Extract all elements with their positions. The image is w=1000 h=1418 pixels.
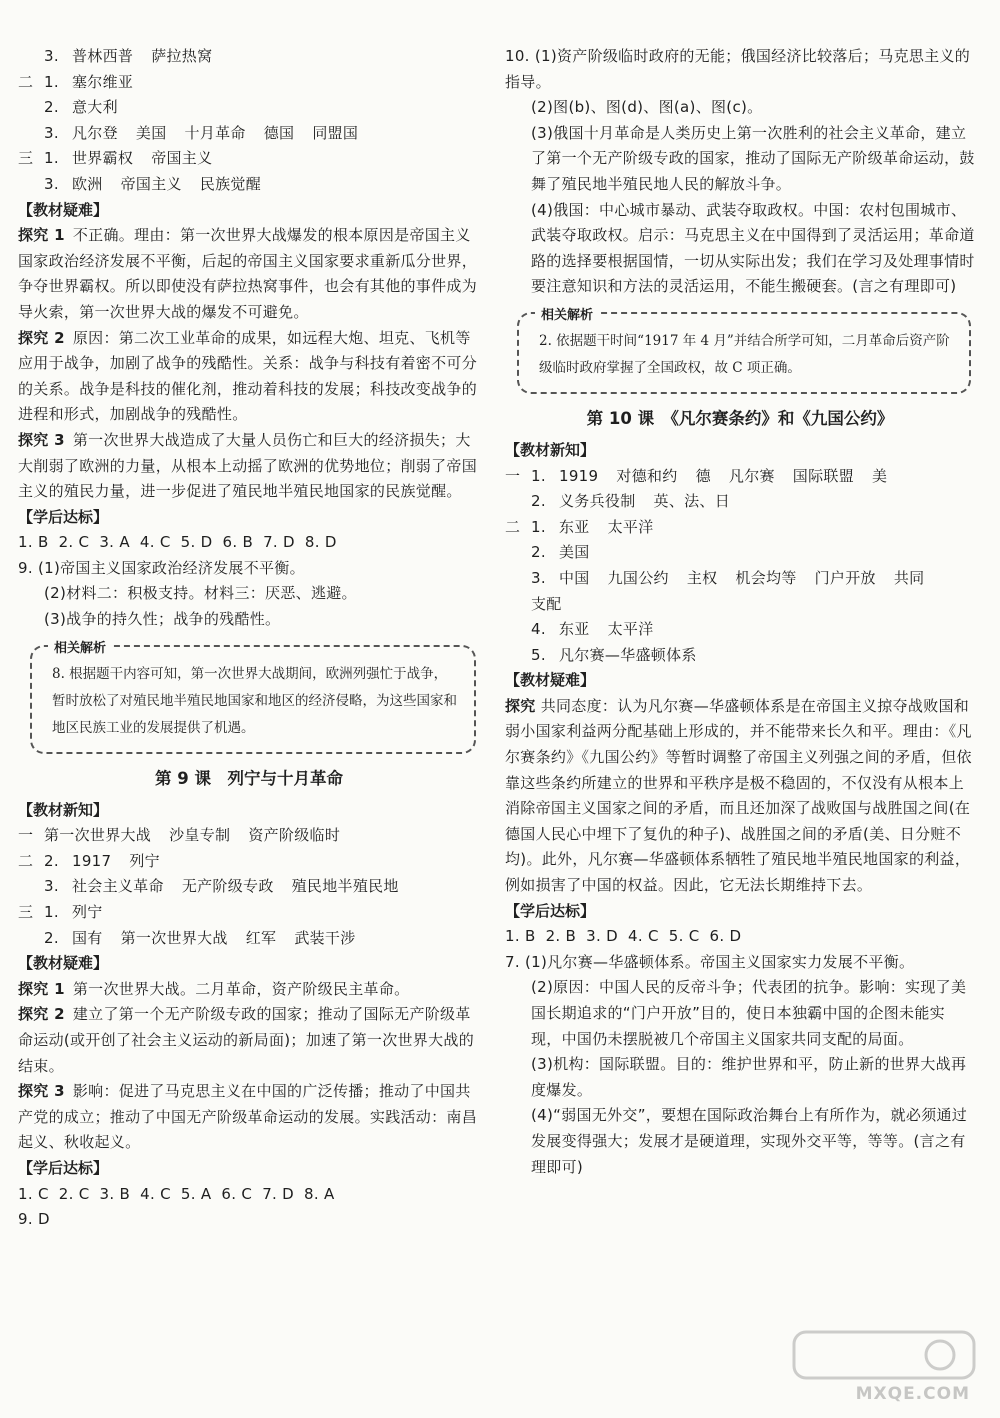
- blank-answer: 门户开放: [814, 568, 876, 587]
- blank-answer: 1917: [72, 851, 112, 870]
- item-number: 2.: [531, 543, 546, 562]
- list-item: [505, 592, 975, 618]
- blank-answer: 殖民地半殖民地: [291, 877, 399, 896]
- analysis-box-right-text: 2. 依据题干时间“1917 年 4 月”并结合所学可知，二月革命后资产阶级临时政府掌握了全国政权，故 C 项正确。: [539, 332, 950, 376]
- right-column: [505, 44, 975, 1180]
- item-number: 5.: [531, 645, 546, 664]
- left-top-items: [18, 44, 480, 198]
- blank-answer: 萨拉热窝: [151, 47, 213, 65]
- blank-answer: 世界霸权: [72, 149, 134, 168]
- blank-answer: 帝国主义: [120, 174, 182, 193]
- blank-answer: 支配: [531, 594, 562, 613]
- left-tanjiu-list: [18, 223, 480, 505]
- lesson-9-title: 第 9 课 列宁与十月革命: [155, 768, 343, 788]
- tanjiu-text: 原因：第二次工业革命的成果，如远程大炮、坦克、飞机等应用于战争，加剧了战争的残酷性。关系：战争与科技有着密不可分的关系。战争是科技的催化剂，推动着科技的发展；科技改变战争的进程和形式，加剧战争的残酷性。: [18, 328, 478, 424]
- answer: 8. A: [304, 1184, 335, 1203]
- q7-part-4: (4)“弱国无外交”，要想在国际政治舞台上有所作为，就必须通过发展变得强大；发展才是硬道理，实现外交平等，等等。(言之有理即可): [531, 1106, 968, 1176]
- blank-answer: 德国: [263, 123, 295, 142]
- analysis-box: [30, 640, 476, 754]
- blank-answer: 凡尔登: [72, 123, 118, 142]
- answer: 4. C: [628, 927, 659, 946]
- blank-answer: 德: [695, 466, 711, 485]
- blank-answer: 美: [872, 466, 888, 485]
- blank-answer: 1919: [559, 466, 599, 485]
- tanjiu-label: 探究 3: [18, 430, 65, 449]
- list-item: [18, 44, 480, 70]
- tanjiu-label: 探究 1: [18, 226, 65, 245]
- blank-answer: 红军: [245, 928, 277, 947]
- item-number: 1.: [44, 72, 59, 91]
- blank-answer: 资产阶级临时: [248, 826, 341, 845]
- tanjiu-item: [18, 326, 480, 428]
- answer: 8. D: [304, 533, 337, 552]
- list-item: [505, 489, 975, 515]
- list-item: [505, 464, 975, 490]
- blank-answer: 太平洋: [607, 620, 654, 639]
- blank-answer: 凡尔赛—华盛顿体系: [559, 645, 697, 664]
- blank-answer: 社会主义革命: [72, 877, 164, 896]
- blank-answer: 东亚: [559, 620, 590, 639]
- answer: 1. C: [18, 1184, 49, 1203]
- list-item: [18, 172, 480, 198]
- answer: 5. C: [668, 927, 700, 946]
- tanjiu-item: [18, 428, 480, 505]
- list-item: [505, 540, 975, 566]
- list-item: [18, 849, 480, 875]
- blank-answer: 机会均等: [735, 568, 797, 587]
- blank-answer: 欧洲: [72, 174, 103, 193]
- blank-answer: 十月革命: [184, 123, 246, 142]
- tanjiu-item: [18, 1002, 480, 1079]
- item-number: 2.: [44, 98, 59, 117]
- answer: 6. C: [221, 1184, 253, 1203]
- blank-answer: 第一次世界大战: [120, 928, 228, 947]
- tanjiu-text: 不正确。理由：第一次世界大战爆发的根本原因是帝国主义国家政治经济发展不平衡，后起的帝国主义国家要求重新瓜分世界，争夺世界霸权。所以即使没有萨拉热窝事件，也会有其他的事件成为导火索，第一次世界大战的爆发不可避免。: [18, 226, 478, 321]
- answer: 4. C: [139, 533, 171, 552]
- list-item: [18, 926, 480, 952]
- q10-part-1: 10. (1)资产阶级临时政府的无能；俄国经济比较落后；马克思主义的指导。: [505, 47, 971, 91]
- item-number: 3.: [44, 123, 59, 142]
- tanjiu-item: [18, 1079, 480, 1156]
- item-prefix: 二: [505, 517, 521, 536]
- tanjiu-item: [18, 977, 480, 1003]
- item-number: 3.: [44, 47, 59, 65]
- tanjiu-text: 影响：促进了马克思主义在中国的广泛传播；推动了中国共产党的成立；推动了中国无产阶级革命运动的发展。实践活动：南昌起义、秋收起义。: [18, 1082, 478, 1152]
- blank-answer: 英、法、日: [653, 492, 731, 511]
- answer: 5. A: [180, 1184, 212, 1203]
- list-item: [18, 874, 480, 900]
- watermark-logo-icon: [790, 1326, 980, 1386]
- blank-answer: 列宁: [72, 903, 103, 922]
- answer: 7. D: [262, 1184, 295, 1203]
- item-number: 3.: [44, 174, 59, 193]
- blank-answer: 对德和约: [616, 466, 678, 485]
- blank-answer: 普林西普: [72, 47, 134, 65]
- q7-part-3: (3)机构：国际联盟。目的：维护世界和平，防止新的世界大战再度爆发。: [531, 1055, 967, 1099]
- blank-answer: 国际联盟: [792, 466, 854, 485]
- tanjiu-label: 探究 3: [18, 1082, 65, 1101]
- lesson-10-heading-jcxz: 【教材新知】: [505, 440, 596, 459]
- left-column: [18, 44, 480, 1233]
- lesson-9-heading-jcyn: 【教材疑难】: [18, 954, 109, 973]
- tanjiu-label: 探究 2: [18, 328, 65, 347]
- blank-answer: 沙皇专制: [169, 826, 231, 845]
- blank-answer: 武装干涉: [294, 928, 356, 947]
- item-number: 2.: [44, 928, 59, 947]
- q10-part-2: (2)图(b)、图(d)、图(a)、图(c)。: [531, 98, 763, 117]
- item-number: 3.: [531, 568, 546, 587]
- list-item: [18, 95, 480, 121]
- blank-answer: 义务兵役制: [559, 492, 636, 511]
- tanjiu-text: 第一次世界大战造成了大量人员伤亡和巨大的经济损失；大大削弱了欧洲的力量，从根本上动摇了欧洲的优势地位；削弱了帝国主义的殖民力量，进一步促进了殖民地半殖民地国家的民族觉醒。: [18, 430, 478, 501]
- blank-answer: 美国: [559, 543, 590, 562]
- tanjiu-text: 建立了第一个无产阶级专政的国家；推动了国际无产阶级革命运动(或开创了社会主义运动的新局面)；加速了第一次世界大战的结束。: [18, 1005, 475, 1075]
- answer: 2. C: [58, 533, 90, 552]
- list-item: [505, 617, 975, 643]
- list-item: [18, 900, 480, 926]
- lesson-9-answer-row: [18, 1182, 480, 1208]
- lesson-10-answer-row: [505, 924, 975, 950]
- blank-answer: 九国公约: [607, 568, 669, 587]
- answer: 3. B: [99, 1184, 131, 1203]
- item-number: 4.: [531, 620, 546, 639]
- blank-answer: 主权: [686, 568, 718, 587]
- tanjiu-label: 探究 1: [18, 979, 65, 998]
- lesson-10-title: 第 10 课 《凡尔赛条约》和《九国公约》: [586, 408, 894, 428]
- tanjiu-item: [18, 223, 480, 325]
- list-item: [18, 823, 480, 849]
- answer: 2. B: [545, 927, 577, 946]
- answer: 3. A: [99, 533, 130, 552]
- tanjiu-label: 探究 2: [18, 1005, 65, 1024]
- q9-line-1: 9. (1)帝国主义国家政治经济发展不平衡。: [18, 558, 305, 577]
- lesson-9-tanjiu-list: [18, 977, 480, 1156]
- blank-answer: 同盟国: [312, 123, 359, 142]
- lesson-9-answer-9: 9. D: [18, 1210, 50, 1229]
- blank-answer: 共同: [893, 568, 925, 587]
- item-prefix: 二: [18, 72, 34, 91]
- item-prefix: 一: [18, 826, 34, 845]
- item-prefix: 三: [18, 903, 34, 922]
- q7-part-2: (2)原因：中国人民的反帝斗争；代表团的抗争。影响：实现了美国长期追求的“门户开放”目的，使日本独霸中国的企图未能实现，中国仍未摆脱被几个帝国主义国家共同支配的局面。: [531, 978, 967, 1048]
- blank-answer: 中国: [559, 568, 590, 587]
- lesson-9-heading-jcxz: 【教材新知】: [18, 800, 109, 819]
- q7-part-1: 7. (1)凡尔赛—华盛顿体系。帝国主义国家实力发展不平衡。: [505, 952, 915, 971]
- lesson-10-heading-xhdb: 【学后达标】: [505, 901, 596, 920]
- answer: 3. D: [586, 927, 618, 946]
- blank-answer: 帝国主义: [151, 149, 213, 168]
- item-number: 1.: [531, 517, 546, 536]
- lesson-10-tanjiu-text: 共同态度：认为凡尔赛—华盛顿体系是在帝国主义掠夺战败国和弱小国家利益两分配基础上形成的，并不能带来长久和平。理由：《凡尔赛条约》《九国公约》等暂时调整了帝国主义列强之间的矛盾，但依靠这些条约所建立的世界和平秩序是极不稳固的，不仅没有从根本上消除帝国主义国家之间的矛盾，而且还加深了战败国与战胜国之间(在德国人民心中埋下了复仇的种子)、战胜国之间的矛盾(美、日分赃不均)。此外，凡尔赛—华盛顿体系牺牲了殖民地半殖民地国家的利益，例如损害了中国的权益。因此，它无法长期维持下去。: [505, 696, 972, 895]
- blank-answer: 民族觉醒: [199, 174, 262, 193]
- watermark-text: MXQE.COM: [855, 1384, 970, 1404]
- item-number: 3.: [44, 877, 59, 896]
- answer: 7. D: [263, 533, 295, 552]
- answer: 6. B: [222, 533, 254, 552]
- blank-answer: 第一次世界大战: [44, 826, 152, 845]
- blank-answer: 无产阶级专政: [181, 877, 274, 896]
- analysis-box-text: 8. 根据题干内容可知，第一次世界大战期间，欧洲列强忙于战争，暂时放松了对殖民地半殖民地国家和地区的经济侵略，为这些国家和地区民族工业的发展提供了机遇。: [52, 665, 457, 736]
- q9-line-2: (2)材料二：积极支持。材料三：厌恶、逃避。: [44, 584, 357, 603]
- answer: 4. C: [140, 1184, 171, 1203]
- answer-row: [18, 530, 480, 556]
- answer: 1. B: [505, 927, 536, 946]
- list-item: [18, 146, 480, 172]
- item-prefix: 一: [505, 466, 521, 485]
- section-heading-xhdb: 【学后达标】: [18, 507, 109, 526]
- analysis-box-title: 相关解析: [48, 635, 112, 662]
- tanjiu-text: 第一次世界大战。二月革命，资产阶级民主革命。: [72, 979, 410, 998]
- blank-answer: 国有: [72, 928, 103, 947]
- lesson-10-heading-jcyn: 【教材疑难】: [505, 671, 596, 690]
- list-item: [18, 121, 480, 147]
- answer: 6. D: [709, 927, 742, 946]
- list-item: [505, 515, 975, 541]
- q10-part-3: (3)俄国十月革命是人类历史上第一次胜利的社会主义革命，建立了第一个无产阶级专政的国家，推动了国际无产阶级革命运动，鼓舞了殖民地半殖民地人民的解放斗争。: [531, 123, 975, 193]
- item-number: 1.: [44, 903, 59, 922]
- list-item: [505, 566, 975, 592]
- list-item: [505, 643, 975, 669]
- answer: 1. B: [18, 533, 49, 552]
- q10-part-4: (4)俄国：中心城市暴动、武装夺取政权。中国：农村包围城市、武装夺取政权。启示：马克思主义在中国得到了灵活运用；革命道路的选择要根据国情，一切从实际出发；我们在学习及处理事情时要注意知识和方法的灵活运用，不能生搬硬套。(言之有理即可): [531, 200, 975, 296]
- blank-answer: 意大利: [72, 98, 118, 117]
- analysis-box-right-title: 相关解析: [535, 302, 599, 329]
- blank-answer: 美国: [135, 123, 167, 142]
- section-heading-jcyn: 【教材疑难】: [18, 200, 109, 219]
- item-prefix: 二: [18, 851, 34, 870]
- blank-answer: 列宁: [129, 851, 160, 870]
- lesson-10-tanjiu: [505, 694, 975, 899]
- lesson-9-heading-xhdb: 【学后达标】: [18, 1158, 109, 1177]
- lesson-10-tanjiu-label: 探究: [505, 696, 536, 715]
- blank-answer: 东亚: [559, 517, 590, 536]
- answer: 2. C: [58, 1184, 90, 1203]
- item-number: 2.: [531, 492, 546, 511]
- watermark-logo: [790, 1326, 980, 1404]
- item-number: 1.: [44, 149, 59, 168]
- lesson-10-items: [505, 464, 975, 669]
- item-prefix: 三: [18, 149, 34, 168]
- blank-answer: 塞尔维亚: [72, 72, 134, 91]
- analysis-box-right: [517, 307, 971, 394]
- q9-line-3: (3)战争的持久性；战争的残酷性。: [44, 610, 281, 629]
- blank-answer: 凡尔赛: [728, 466, 775, 485]
- blank-answer: 太平洋: [607, 517, 654, 536]
- answer: 5. D: [180, 533, 213, 552]
- item-number: 1.: [531, 466, 546, 485]
- item-number: 2.: [44, 851, 59, 870]
- lesson-9-items: [18, 823, 480, 951]
- list-item: [18, 70, 480, 96]
